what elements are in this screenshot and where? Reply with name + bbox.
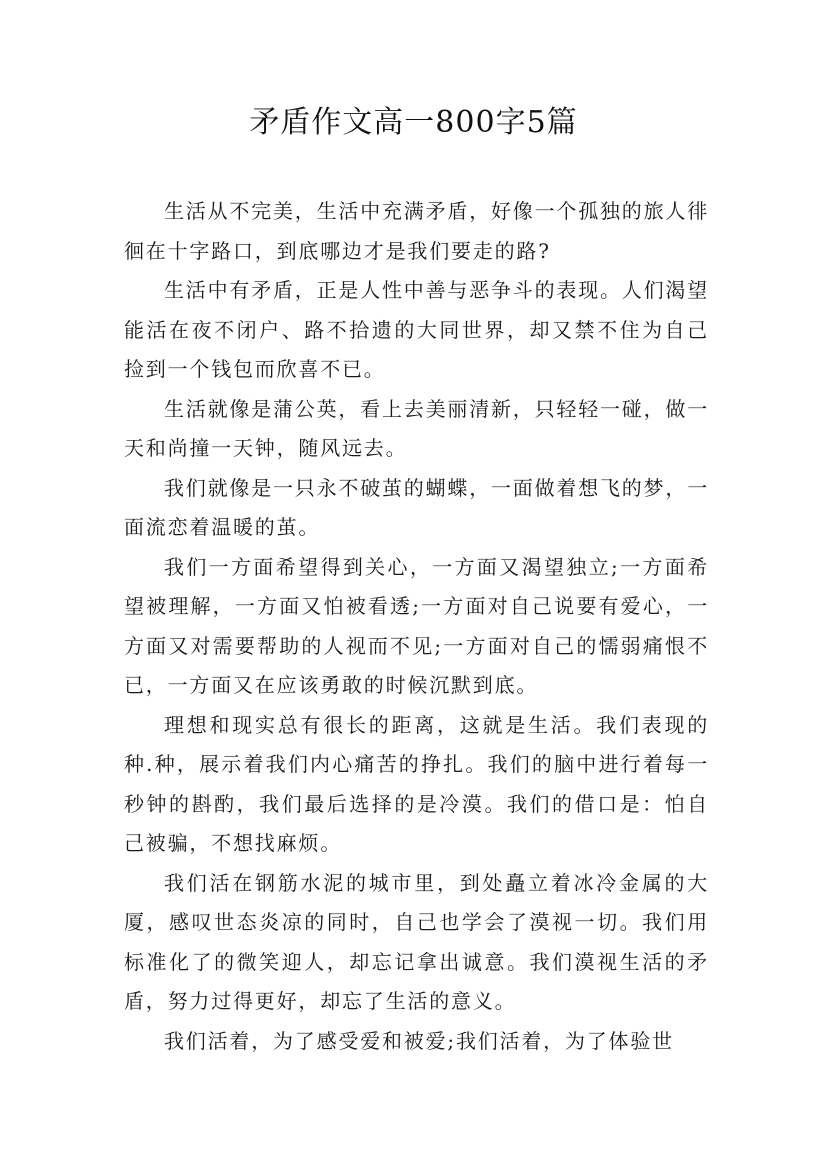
paragraph: 我们活在钢筋水泥的城市里，到处矗立着冰冷金属的大厦，感叹世态炎凉的同时，自己也学会了漠视一切。我们用标准化了的微笑迎人，却忘记拿出诚意。我们漠视生活的矛盾，努力过得更好，却忘了生活的意义。 xyxy=(124,870,709,1013)
paragraph: 我们就像是一只永不破茧的蝴蝶，一面做着想飞的梦，一面流恋着温暖的茧。 xyxy=(124,475,709,539)
document-body xyxy=(124,192,709,1061)
paragraph: 生活就像是蒲公英，看上去美丽清新，只轻轻一碰，做一天和尚撞一天钟，随风远去。 xyxy=(124,396,709,460)
paragraph: 生活从不完美，生活中充满矛盾，好像一个孤独的旅人徘徊在十字路口，到底哪边才是我们要走的路? xyxy=(124,199,709,263)
paragraph: 我们活着，为了感受爱和被爱;我们活着，为了体验世 xyxy=(164,1028,674,1053)
document-title: 矛盾作文高一800字5篇 xyxy=(249,105,578,140)
paragraph: 我们一方面希望得到关心，一方面又渴望独立;一方面希望被理解，一方面又怕被看透;一方面对自己说要有爱心，一方面又对需要帮助的人视而不见;一方面对自己的懦弱痛恨不已，一方面又在应该勇敢的时候沉默到底。 xyxy=(124,554,709,697)
paragraph: 生活中有矛盾，正是人性中善与恶争斗的表现。人们渴望能活在夜不闭户、路不拾遗的大同世界，却又禁不住为自己捡到一个钱包而欣喜不已。 xyxy=(124,278,709,381)
paragraph: 理想和现实总有很长的距离，这就是生活。我们表现的种.种，展示着我们内心痛苦的挣扎。我们的脑中进行着每一秒钟的斟酌，我们最后选择的是冷漠。我们的借口是：怕自己被骗，不想找麻烦。 xyxy=(124,712,709,855)
